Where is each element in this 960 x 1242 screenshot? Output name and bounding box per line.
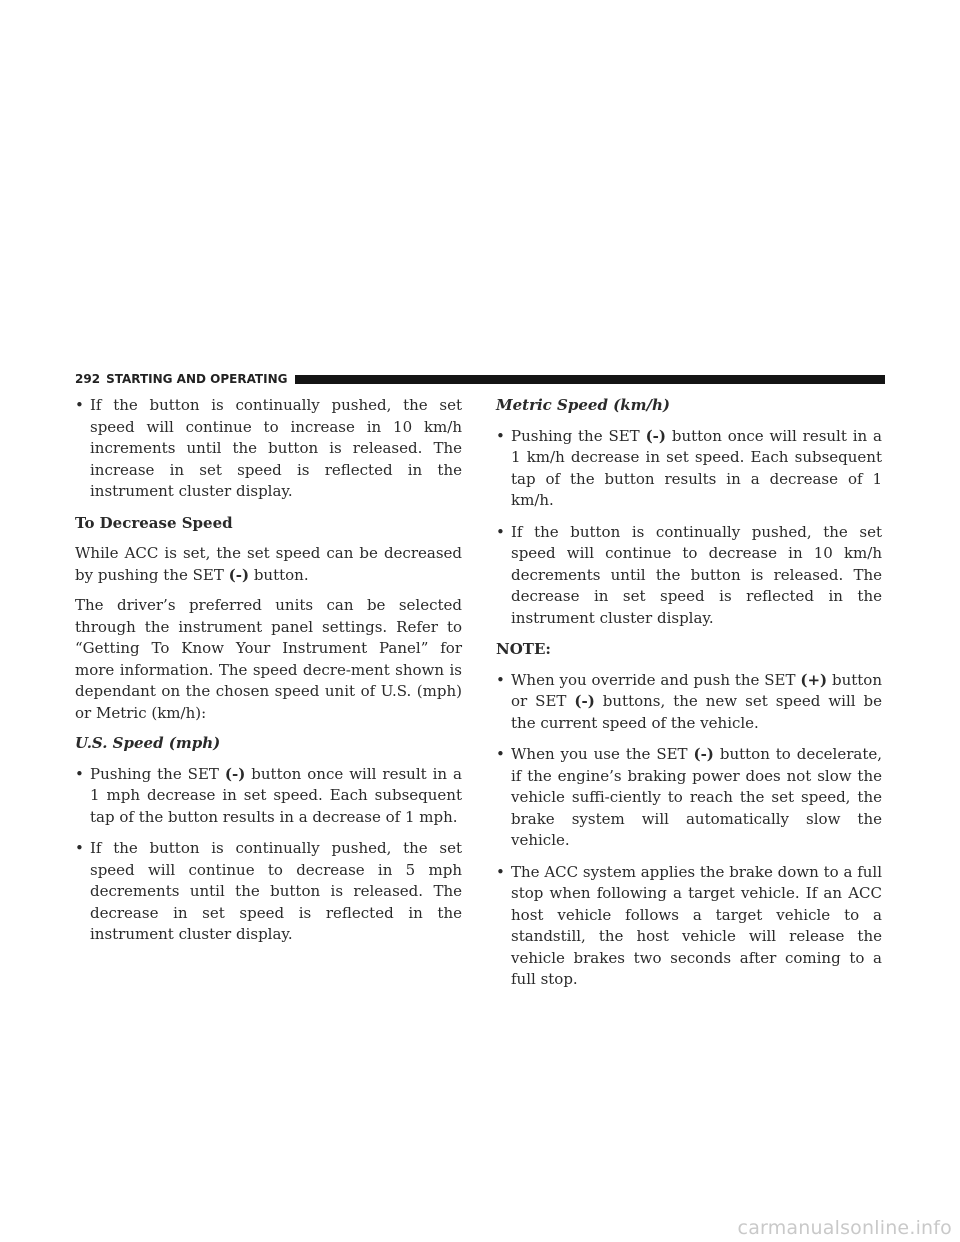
button-label-bold: (-)	[224, 764, 246, 783]
bullet-icon: •	[75, 396, 84, 414]
bullet-icon: •	[496, 745, 505, 763]
bullet-text: When you use the SET	[511, 745, 694, 763]
bullet-text: button or SET	[511, 670, 883, 710]
list-item	[496, 744, 882, 852]
subheading: Metric Speed (km/h)	[496, 396, 670, 414]
bullet-text: Pushing the SET	[511, 426, 646, 445]
list-item	[75, 838, 462, 946]
bullet-icon: •	[496, 670, 505, 689]
watermark: carmanualsonline.info	[737, 1217, 952, 1239]
paragraph: The driver’s preferred units can be selected through the instrument panel settings. Refer to “Getting To Know Your Instrument Panel” for more information. The speed decre-ment shown is dependant on the chosen speed unit of U.S. (mph) or Metric (km/h):	[75, 596, 462, 722]
paragraph	[75, 543, 462, 586]
list-item	[75, 395, 462, 503]
list-item	[75, 764, 462, 829]
button-label-bold: (-)	[693, 745, 714, 763]
paragraph-text: While ACC is set, the set speed can be decreased by pushing the SET	[75, 544, 462, 584]
right-column	[496, 395, 882, 1001]
bullet-text: When you override and push the SET	[511, 670, 801, 689]
bullet-text: buttons, the new set speed will be the current speed of the vehicle.	[511, 692, 883, 732]
list-item	[496, 670, 882, 735]
page-header	[75, 371, 885, 387]
list-item	[496, 426, 882, 512]
button-label-bold: (-)	[228, 565, 250, 584]
paragraph-text: button.	[249, 565, 309, 584]
bullet-text: If the button is continually pushed, the set speed will continue to decrease in 10 km/h decrements until the button is released. The decrease in set speed is reflected in the instrument cluster display.	[511, 522, 882, 627]
subheading: U.S. Speed (mph)	[75, 734, 221, 752]
bullet-text: button once will result in a 1 mph decrease in set speed. Each subsequent tap of the button results in a decrease of 1 mph.	[90, 764, 462, 826]
button-label-bold: (-)	[645, 426, 666, 445]
bullet-icon: •	[75, 839, 84, 857]
bullet-text: The ACC system applies the brake down to a full stop when following a target vehicle. If an ACC host vehicle follows a target vehicle to a standstill, the host vehicle will release the vehicle brakes two seconds after coming to a full stop.	[511, 862, 882, 988]
left-column	[75, 395, 462, 956]
bullet-icon: •	[75, 764, 84, 783]
section-title: STARTING AND OPERATING	[106, 372, 288, 386]
bullet-icon: •	[496, 426, 505, 445]
page-number: 292	[75, 372, 101, 386]
note-heading: NOTE:	[496, 640, 551, 658]
list-item	[496, 862, 882, 991]
header-rule	[295, 375, 885, 384]
bullet-text: If the button is continually pushed, the set speed will continue to increase in 10 km/h increments until the button is released. The increase in set speed is reflected in the instrument cluster display.	[90, 396, 462, 500]
bullet-text: Pushing the SET	[90, 764, 225, 783]
bullet-icon: •	[496, 522, 505, 541]
button-label-bold: (+)	[800, 670, 828, 689]
list-item	[496, 522, 882, 630]
bullet-text: If the button is continually pushed, the set speed will continue to decrease in 5 mph decrements until the button is released. The decrease in set speed is reflected in the instrument cluster display.	[90, 839, 462, 943]
section-heading: To Decrease Speed	[75, 513, 233, 532]
bullet-icon: •	[496, 862, 505, 881]
bullet-text: button once will result in a 1 km/h decrease in set speed. Each subsequent tap of the button results in a decrease of 1 km/h.	[511, 426, 882, 509]
bullet-text: button to decelerate, if the engine’s braking power does not slow the vehicle suffi-ciently to reach the set speed, the brake system will automatically slow the vehicle.	[511, 745, 882, 849]
button-label-bold: (-)	[574, 692, 595, 710]
